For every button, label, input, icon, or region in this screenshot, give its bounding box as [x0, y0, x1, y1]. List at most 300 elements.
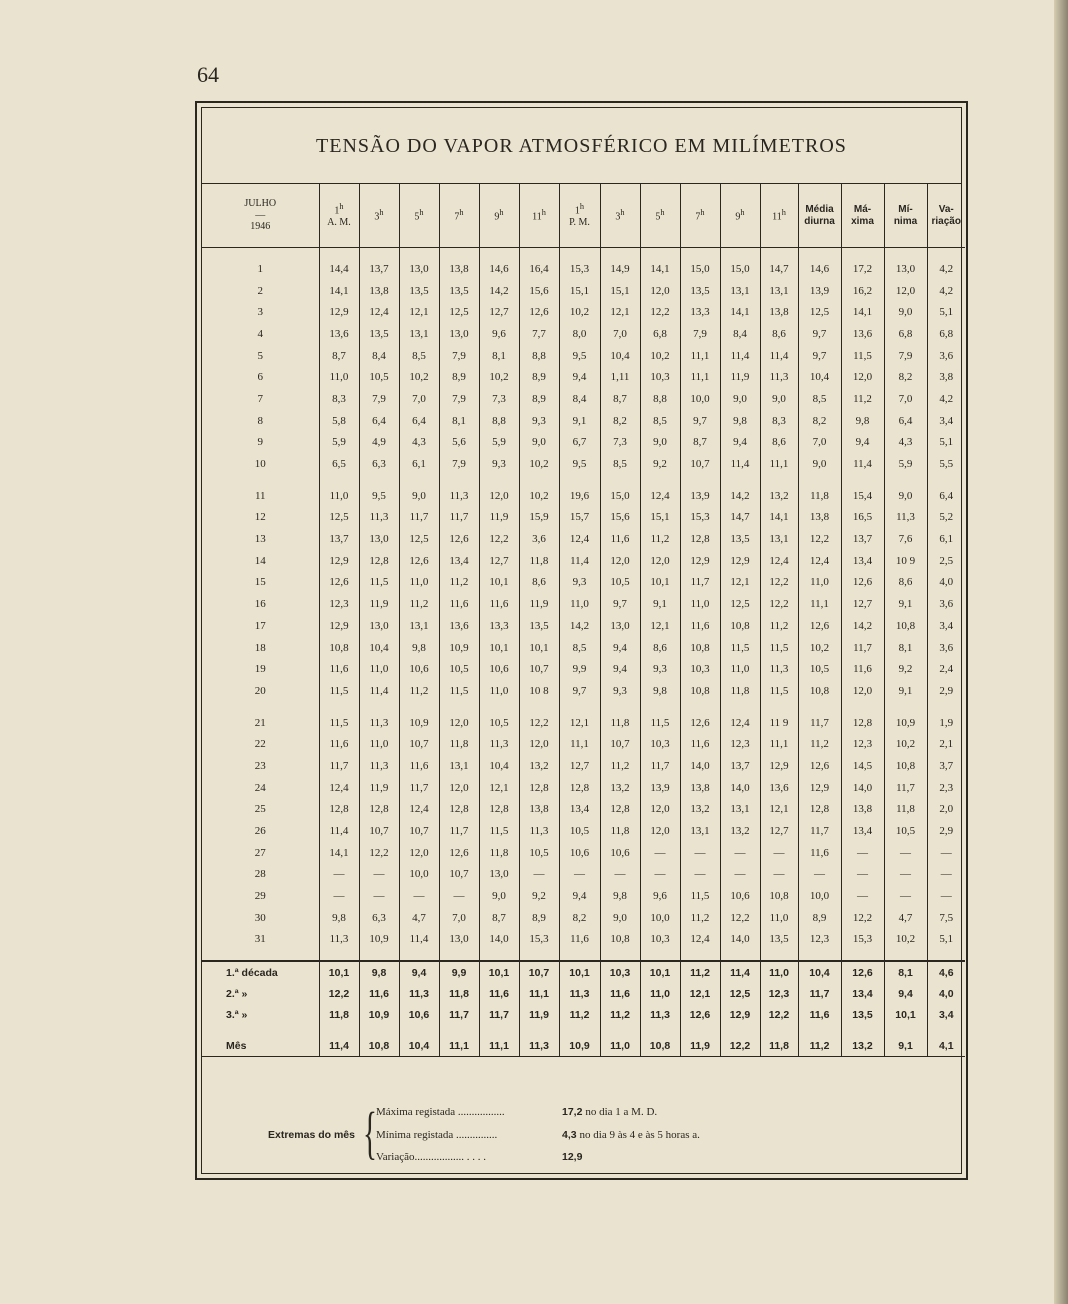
- value-cell: 10,3: [640, 366, 680, 388]
- table-header-row: [202, 184, 965, 248]
- value-cell: 11,1: [760, 733, 798, 755]
- value-cell: 12,8: [680, 528, 720, 550]
- value-cell: 8,7: [600, 388, 640, 410]
- value-cell: 12,2: [479, 528, 519, 550]
- value-cell: —: [640, 842, 680, 864]
- value-cell: 12,8: [519, 777, 559, 799]
- summary-label: 1.ª década: [202, 961, 319, 983]
- value-cell: 10,0: [680, 388, 720, 410]
- value-cell: 14,1: [319, 280, 359, 302]
- value-cell: 10,8: [884, 615, 927, 637]
- value-cell: 13,4: [439, 550, 479, 572]
- value-cell: 12,0: [640, 280, 680, 302]
- value-cell: 12,7: [479, 550, 519, 572]
- value-cell: 12,0: [841, 680, 884, 702]
- value-cell: 3,7: [939, 759, 954, 772]
- value-cell: 10,7: [399, 733, 439, 755]
- value-cell: 12,1: [600, 301, 640, 323]
- spacer-cell: [760, 950, 798, 961]
- value-cell: —: [319, 885, 359, 907]
- value-cell: 12,7: [559, 755, 600, 777]
- extreme-max-note: no dia 1 a M. D.: [585, 1106, 658, 1118]
- col-7h-am: 7$^h$: [439, 184, 479, 248]
- value-cell: 8,1: [884, 637, 927, 659]
- value-cell: 12,4: [399, 799, 439, 821]
- value-cell: 13,5: [359, 323, 399, 345]
- value-cell: 5,9: [319, 432, 359, 454]
- value-cell: 14,1: [720, 301, 760, 323]
- value-cell: 14,2: [559, 615, 600, 637]
- value-cell: 11,9: [359, 777, 399, 799]
- value-cell: 13,3: [479, 615, 519, 637]
- value-cell: 12,6: [319, 572, 359, 594]
- value-cell: 5,2: [939, 511, 954, 524]
- value-cell: 13,2: [680, 799, 720, 821]
- value-cell: 14,2: [479, 280, 519, 302]
- summary-value: 9,4: [399, 961, 439, 983]
- value-cell: 13,5: [519, 615, 559, 637]
- extreme-min-row: [376, 1129, 700, 1141]
- value-cell: 2,9: [939, 825, 954, 838]
- summary-value: 12,2: [319, 983, 359, 1004]
- value-cell: 3,6: [939, 598, 954, 611]
- spacer-cell: [399, 475, 439, 485]
- value-cell: 2,4: [939, 663, 954, 676]
- value-cell: 7,3: [479, 388, 519, 410]
- value-cell: 11,7: [884, 777, 927, 799]
- summary-value: 13,4: [841, 983, 884, 1004]
- spacer-cell: [319, 702, 359, 712]
- col-7h-pm: 7$^h$: [680, 184, 720, 248]
- value-cell: 15,3: [680, 507, 720, 529]
- value-cell: 10,5: [519, 842, 559, 864]
- spacer-cell: [319, 950, 359, 961]
- value-cell: 12,0: [640, 550, 680, 572]
- value-cell: 13,4: [841, 550, 884, 572]
- summary-value: 13,2: [841, 1035, 884, 1057]
- day-cell: 31: [202, 929, 319, 951]
- value-cell: 3,6: [939, 641, 954, 654]
- spacer-cell: [884, 248, 927, 259]
- value-cell: 2,9: [939, 684, 954, 697]
- value-cell: 9,0: [720, 388, 760, 410]
- table-row: [202, 550, 965, 572]
- value-cell: 13,8: [760, 301, 798, 323]
- summary-value: 3,4: [938, 1008, 954, 1021]
- value-cell: 8,4: [559, 388, 600, 410]
- value-cell: 14,6: [479, 258, 519, 280]
- value-cell: 12,2: [760, 593, 798, 615]
- spacer-cell: [399, 248, 439, 259]
- value-cell: 12,6: [399, 550, 439, 572]
- value-cell: 8,6: [519, 572, 559, 594]
- col-3h-am: 3$^h$: [359, 184, 399, 248]
- value-cell: 11,0: [359, 733, 399, 755]
- value-cell: 5,9: [479, 432, 519, 454]
- value-cell: 8,5: [559, 637, 600, 659]
- day-cell: 15: [202, 572, 319, 594]
- spacer-cell: [760, 248, 798, 259]
- brace-glyph: {: [363, 1100, 377, 1165]
- spacer-cell: [760, 1025, 798, 1035]
- value-cell: 12,7: [479, 301, 519, 323]
- summary-value: 11,1: [519, 983, 559, 1004]
- value-cell: 4,7: [884, 907, 927, 929]
- value-cell: 9,2: [884, 658, 927, 680]
- value-cell: —: [680, 864, 720, 886]
- value-cell: 10,4: [479, 755, 519, 777]
- summary-value: 11,0: [600, 1035, 640, 1057]
- spacer-cell: [841, 248, 884, 259]
- extreme-min-value: 4,3: [562, 1129, 577, 1141]
- spacer-cell: [927, 475, 965, 485]
- spacer-cell: [884, 950, 927, 961]
- spacer-cell: [319, 1025, 359, 1035]
- value-cell: 12,5: [720, 593, 760, 615]
- spacer-cell: [798, 475, 841, 485]
- value-cell: 12,9: [760, 755, 798, 777]
- value-cell: 4,3: [884, 432, 927, 454]
- row-spacer: [202, 1025, 965, 1035]
- table-row: [202, 410, 965, 432]
- value-cell: 12,6: [798, 755, 841, 777]
- value-cell: 10,5: [439, 658, 479, 680]
- summary-value: 11,1: [479, 1035, 519, 1057]
- table-row: [202, 258, 965, 280]
- value-cell: —: [940, 868, 952, 881]
- value-cell: 13,1: [720, 280, 760, 302]
- day-cell: 8: [202, 410, 319, 432]
- value-cell: 13,0: [479, 864, 519, 886]
- value-cell: 11,5: [760, 680, 798, 702]
- value-cell: 12,5: [439, 301, 479, 323]
- value-cell: 11,7: [399, 507, 439, 529]
- value-cell: 7,0: [884, 388, 927, 410]
- value-cell: 11,2: [841, 388, 884, 410]
- value-cell: 13,8: [519, 799, 559, 821]
- value-cell: 8,7: [479, 907, 519, 929]
- value-cell: 6,8: [939, 327, 954, 340]
- table-row: [202, 280, 965, 302]
- value-cell: 9,8: [399, 637, 439, 659]
- value-cell: 10,5: [479, 712, 519, 734]
- spacer-cell: [359, 475, 399, 485]
- value-cell: 14,1: [760, 507, 798, 529]
- value-cell: 17,2: [841, 258, 884, 280]
- summary-value: 13,5: [841, 1004, 884, 1025]
- table-row: [202, 366, 965, 388]
- value-cell: —: [519, 864, 559, 886]
- value-cell: 11,5: [640, 712, 680, 734]
- spacer-cell: [680, 702, 720, 712]
- value-cell: —: [680, 842, 720, 864]
- value-cell: 10,5: [600, 572, 640, 594]
- value-cell: 8,6: [640, 637, 680, 659]
- page-title: TENSÃO DO VAPOR ATMOSFÉRICO EM MILÍMETROS: [316, 135, 847, 157]
- value-cell: 10,8: [760, 885, 798, 907]
- value-cell: 6,3: [359, 907, 399, 929]
- value-cell: 10,2: [884, 929, 927, 951]
- day-cell: 28: [202, 864, 319, 886]
- col-1h-am: 1$^h$ A. M.: [319, 184, 359, 248]
- value-cell: 10,2: [479, 366, 519, 388]
- summary-value: 9,1: [884, 1035, 927, 1057]
- value-cell: 11,3: [359, 712, 399, 734]
- table-frame-inner: [201, 107, 962, 1174]
- value-cell: 12,4: [720, 712, 760, 734]
- summary-value: 11,2: [600, 1004, 640, 1025]
- summary-value: 8,1: [884, 961, 927, 983]
- value-cell: 11,9: [479, 507, 519, 529]
- value-cell: 9,3: [559, 572, 600, 594]
- value-cell: 11,0: [479, 680, 519, 702]
- value-cell: 10,5: [798, 658, 841, 680]
- value-cell: 15,0: [720, 258, 760, 280]
- value-cell: 11,3: [439, 485, 479, 507]
- value-cell: 11,8: [439, 733, 479, 755]
- value-cell: 10,4: [359, 637, 399, 659]
- value-cell: 9,4: [720, 432, 760, 454]
- month-label: JULHO: [244, 198, 277, 210]
- spacer-cell: [359, 1025, 399, 1035]
- col-11h-am: 11$^h$: [519, 184, 559, 248]
- value-cell: 14,5: [841, 755, 884, 777]
- value-cell: 15,1: [600, 280, 640, 302]
- value-cell: 11,2: [600, 755, 640, 777]
- value-cell: 13,0: [359, 528, 399, 550]
- value-cell: 12,0: [439, 777, 479, 799]
- value-cell: 11,7: [439, 507, 479, 529]
- value-cell: 9,0: [760, 388, 798, 410]
- summary-value: 11,8: [760, 1035, 798, 1057]
- spacer-cell: [680, 950, 720, 961]
- value-cell: 12,4: [798, 550, 841, 572]
- value-cell: 4,0: [939, 576, 954, 589]
- value-cell: 12,9: [720, 550, 760, 572]
- summary-value: 10,7: [519, 961, 559, 983]
- value-cell: 1,9: [939, 716, 954, 729]
- value-cell: 8,1: [439, 410, 479, 432]
- col-11h-pm: 11$^h$: [760, 184, 798, 248]
- value-cell: 11,6: [439, 593, 479, 615]
- spacer-cell: [927, 1025, 965, 1035]
- col-maxima: Má- xima: [841, 184, 884, 248]
- day-cell: 20: [202, 680, 319, 702]
- value-cell: 12,0: [640, 820, 680, 842]
- value-cell: 13,0: [399, 258, 439, 280]
- value-cell: 11,1: [760, 453, 798, 475]
- value-cell: 11,3: [760, 366, 798, 388]
- spacer-cell: [319, 248, 359, 259]
- value-cell: 11,7: [798, 820, 841, 842]
- value-cell: 11,5: [760, 637, 798, 659]
- spacer-cell: [680, 475, 720, 485]
- value-cell: 6,7: [559, 432, 600, 454]
- value-cell: 13,2: [720, 820, 760, 842]
- value-cell: 12,4: [359, 301, 399, 323]
- spacer-cell: [640, 248, 680, 259]
- value-cell: 13,8: [680, 777, 720, 799]
- value-cell: 9,1: [559, 410, 600, 432]
- value-cell: 11 9: [760, 712, 798, 734]
- summary-value: 10,1: [479, 961, 519, 983]
- value-cell: —: [841, 885, 884, 907]
- value-cell: 9,4: [600, 637, 640, 659]
- value-cell: 14,6: [798, 258, 841, 280]
- value-cell: 12,0: [399, 842, 439, 864]
- day-cell: 24: [202, 777, 319, 799]
- value-cell: 14,7: [760, 258, 798, 280]
- value-cell: 13,7: [841, 528, 884, 550]
- value-cell: 8,3: [760, 410, 798, 432]
- spacer-cell: [841, 1025, 884, 1035]
- value-cell: 9,6: [640, 885, 680, 907]
- value-cell: 10,0: [798, 885, 841, 907]
- day-cell: 4: [202, 323, 319, 345]
- table-body: [202, 248, 965, 1057]
- value-cell: —: [841, 842, 884, 864]
- value-cell: 16,4: [519, 258, 559, 280]
- value-cell: 12,6: [439, 842, 479, 864]
- value-cell: 8,8: [640, 388, 680, 410]
- extreme-min-note: no dia 9 às 4 e às 5 horas a.: [579, 1129, 700, 1141]
- value-cell: 9,8: [600, 885, 640, 907]
- value-cell: 11,2: [399, 680, 439, 702]
- value-cell: 16,2: [841, 280, 884, 302]
- value-cell: 11,6: [399, 755, 439, 777]
- value-cell: 9,1: [884, 593, 927, 615]
- value-cell: 9,5: [559, 345, 600, 367]
- value-cell: 11,7: [640, 755, 680, 777]
- value-cell: 6,8: [884, 323, 927, 345]
- value-cell: 9,4: [559, 885, 600, 907]
- spacer-cell: [559, 702, 600, 712]
- value-cell: 12,8: [559, 777, 600, 799]
- summary-value: 10,1: [640, 961, 680, 983]
- row-spacer: [202, 702, 965, 712]
- value-cell: 13,3: [680, 301, 720, 323]
- value-cell: 9,4: [559, 366, 600, 388]
- value-cell: 3,8: [939, 371, 954, 384]
- spacer-cell: [680, 248, 720, 259]
- value-cell: 13,4: [841, 820, 884, 842]
- value-cell: 13,1: [680, 820, 720, 842]
- value-cell: 11,1: [680, 366, 720, 388]
- value-cell: 12,7: [841, 593, 884, 615]
- value-cell: —: [884, 885, 927, 907]
- value-cell: 11,5: [319, 712, 359, 734]
- summary-value: 10,6: [399, 1004, 439, 1025]
- summary-value: 10,3: [600, 961, 640, 983]
- value-cell: 11,5: [841, 345, 884, 367]
- extreme-max-value: 17,2: [562, 1106, 583, 1118]
- value-cell: 9,3: [640, 658, 680, 680]
- value-cell: 13,4: [559, 799, 600, 821]
- value-cell: 14,0: [680, 755, 720, 777]
- summary-label: Mês: [202, 1035, 319, 1057]
- value-cell: 10,1: [479, 637, 519, 659]
- value-cell: —: [319, 864, 359, 886]
- value-cell: 8,8: [479, 410, 519, 432]
- value-cell: 11,6: [559, 929, 600, 951]
- value-cell: 12,9: [798, 777, 841, 799]
- value-cell: 2,5: [939, 554, 954, 567]
- value-cell: 10,1: [640, 572, 680, 594]
- value-cell: 12,1: [640, 615, 680, 637]
- value-cell: 11,0: [720, 658, 760, 680]
- value-cell: 12,6: [439, 528, 479, 550]
- value-cell: 15,7: [559, 507, 600, 529]
- value-cell: 12,8: [841, 712, 884, 734]
- summary-value: 4,0: [938, 987, 954, 1000]
- value-cell: 7,0: [439, 907, 479, 929]
- col-9h-am: 9$^h$: [479, 184, 519, 248]
- value-cell: 8,5: [798, 388, 841, 410]
- col-5h-am: 5$^h$: [399, 184, 439, 248]
- value-cell: 10,2: [519, 485, 559, 507]
- value-cell: 12,3: [841, 733, 884, 755]
- value-cell: 10,7: [680, 453, 720, 475]
- value-cell: 13,5: [680, 280, 720, 302]
- summary-label: 3.ª »: [202, 1004, 319, 1025]
- day-cell: 1: [202, 258, 319, 280]
- value-cell: 7,9: [680, 323, 720, 345]
- table-row: [202, 388, 965, 410]
- value-cell: 8,8: [519, 345, 559, 367]
- value-cell: 11,7: [798, 712, 841, 734]
- value-cell: 6,4: [399, 410, 439, 432]
- value-cell: 15,3: [519, 929, 559, 951]
- value-cell: 10,0: [640, 907, 680, 929]
- value-cell: —: [439, 885, 479, 907]
- table-row: [202, 885, 965, 907]
- value-cell: 7,9: [439, 345, 479, 367]
- spacer-cell: [720, 475, 760, 485]
- extremes-label: Extremas do mês: [268, 1129, 355, 1141]
- table-row: [202, 507, 965, 529]
- extreme-min-name: Mínima registada ...............: [376, 1129, 498, 1141]
- value-cell: 11,5: [439, 680, 479, 702]
- spacer-cell: [600, 248, 640, 259]
- value-cell: 13,9: [798, 280, 841, 302]
- value-cell: 9,3: [519, 410, 559, 432]
- month-dash: —: [255, 209, 266, 221]
- value-cell: 11,2: [439, 572, 479, 594]
- value-cell: 8,2: [559, 907, 600, 929]
- table-row: [202, 658, 965, 680]
- table-row: [202, 485, 965, 507]
- value-cell: 11,5: [680, 885, 720, 907]
- value-cell: 8,9: [798, 907, 841, 929]
- month-extremes: [202, 1100, 961, 1175]
- value-cell: 7,7: [519, 323, 559, 345]
- value-cell: 7,9: [439, 388, 479, 410]
- table-row: [202, 712, 965, 734]
- value-cell: 10 9: [884, 550, 927, 572]
- value-cell: 5,9: [884, 453, 927, 475]
- value-cell: 9,0: [798, 453, 841, 475]
- value-cell: 11,4: [841, 453, 884, 475]
- value-cell: 11,8: [600, 712, 640, 734]
- value-cell: 12,4: [559, 528, 600, 550]
- spacer-cell: [439, 475, 479, 485]
- value-cell: 11,5: [359, 572, 399, 594]
- value-cell: 8,2: [884, 366, 927, 388]
- year-label: 1946: [250, 221, 271, 233]
- value-cell: 9,0: [479, 885, 519, 907]
- value-cell: 7,9: [359, 388, 399, 410]
- value-cell: 11,3: [479, 733, 519, 755]
